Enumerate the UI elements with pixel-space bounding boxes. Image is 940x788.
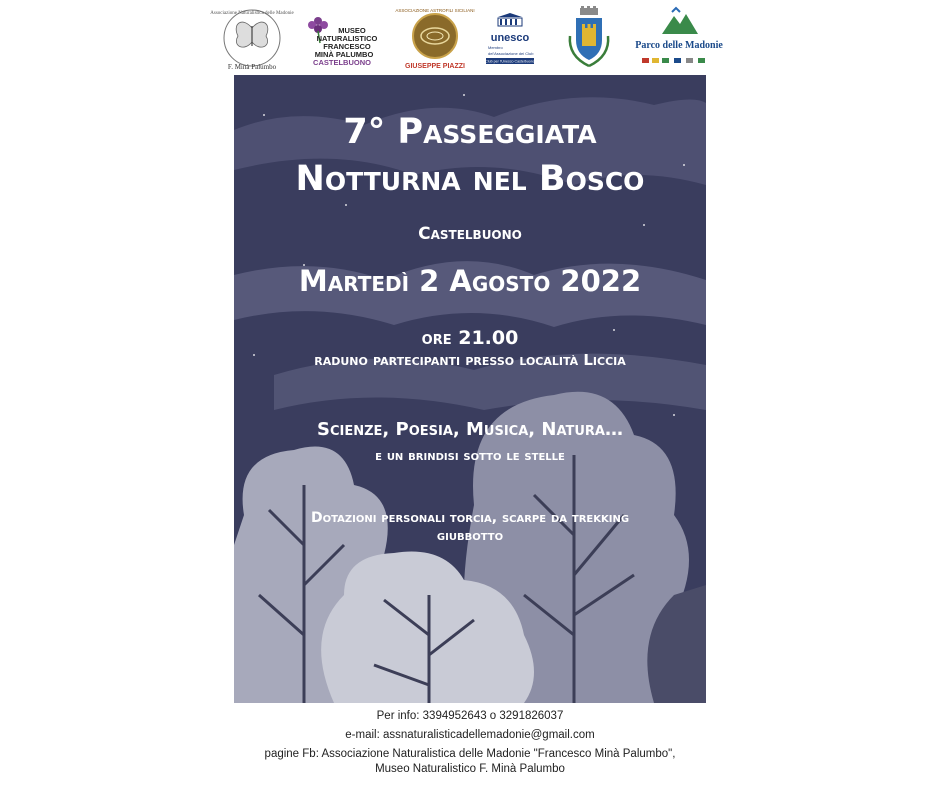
event-poster xyxy=(234,75,706,703)
poster-title-line2: Notturna nel Bosco xyxy=(295,159,645,199)
comune-crest xyxy=(564,6,614,72)
unesco-name: unesco xyxy=(490,32,530,44)
museo-line5: CASTELBUONO xyxy=(313,58,371,67)
assoc-name: F. Minà Palumbo xyxy=(227,63,277,71)
unesco-sub2: del'Associazione dei Club xyxy=(488,51,534,56)
poster-themes: Scienze, Poesia, Musica, Natura… xyxy=(317,419,623,440)
piazzi-name: GIUSEPPE PIAZZI xyxy=(405,63,465,70)
poster-gear-line1: Dotazioni personali torcia, scarpe da trekking xyxy=(310,510,630,526)
poster-meeting-point: raduno partecipanti presso località Liccia xyxy=(314,351,626,369)
poster-toast: e un brindisi sotto le stelle xyxy=(375,448,565,464)
parco-madonie-logo xyxy=(636,6,722,72)
parco-name: Parco delle Madonie xyxy=(635,40,723,51)
sponsor-logos xyxy=(0,0,940,78)
poster-date: Martedì 2 Agosto 2022 xyxy=(298,264,642,298)
temple-icon xyxy=(498,13,522,26)
assoc-arc-text: Associazione Naturalistica delle Madonie xyxy=(210,11,294,16)
coat-of-arms-icon xyxy=(564,6,614,72)
museo-line2: NATURALISTICO xyxy=(316,34,378,43)
unesco-sub1: Membro xyxy=(488,45,503,50)
galaxy-icon xyxy=(413,14,457,58)
footer-email: e-mail: assnaturalisticadellemadonie@gmail.com xyxy=(345,729,595,741)
poster-location: Castelbuono xyxy=(418,224,522,244)
assoc-naturalistica-logo xyxy=(210,6,294,72)
footer-facebook-line1: pagine Fb: Associazione Naturalistica delle Madonie "Francesco Minà Palumbo", xyxy=(264,748,676,760)
poster-time: ore 21.00 xyxy=(421,327,519,349)
museo-naturalistico-logo xyxy=(300,6,382,72)
footer-facebook-line2: Museo Naturalistico F. Minà Palumbo xyxy=(375,763,565,775)
museo-line4: MINÀ PALUMBO xyxy=(314,50,374,59)
unesco-sub3: Club per l'Unesco Castelbuono xyxy=(485,59,535,64)
unesco-logo xyxy=(484,6,536,72)
footer-contact-phone: Per info: 3394952643 o 3291826037 xyxy=(376,710,564,722)
poster-title-line1: 7° Passeggiata xyxy=(343,112,597,152)
piazzi-arc-text: ASSOCIAZIONE ASTROFILI SICILIANI xyxy=(395,8,475,13)
butterfly-icon xyxy=(210,6,294,72)
poster-gear-line2: giubbotto xyxy=(436,528,504,544)
museo-line3: FRANCESCO xyxy=(323,42,371,51)
mountain-icon xyxy=(662,8,698,34)
astrofili-piazzi-logo xyxy=(395,6,475,72)
museo-line1: MUSEO xyxy=(338,26,366,35)
